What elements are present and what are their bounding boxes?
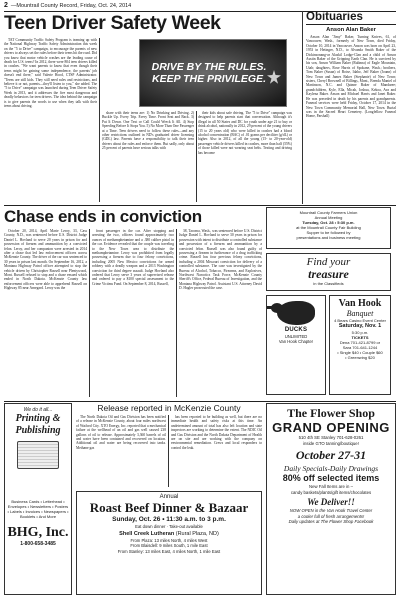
classifieds-small: in the Classifieds [313, 281, 344, 286]
roast-church: Shell Creek Lutheran [119, 531, 175, 538]
flower-shop-ad [266, 403, 396, 595]
release-column-2 [171, 415, 262, 487]
ad-line: at the Mountrail County Fair Building [296, 225, 361, 230]
printing-title: Printing & Publishing [15, 413, 61, 436]
vanhook-phone: Dena 701-421-8799 or [339, 340, 381, 345]
printing-ad [4, 403, 72, 595]
flower-address-2: inside GTO tanning/boutique! [303, 440, 359, 446]
ducks-tag: Van Hook Chapter [278, 339, 314, 344]
flower-new: New Fall Items are in – [309, 484, 353, 489]
teen-driver-column-1 [4, 38, 97, 202]
vanhook-tickets: TICKETS [351, 335, 369, 340]
vanhook-title: Van Hook [338, 298, 382, 309]
flower-now-3: Daily updates at The Flower Shop Facebook [288, 519, 374, 524]
vanhook-date: Saturday, Nov. 1 [338, 323, 382, 329]
flower-now-2: a cooler full of fresh arrangements! [297, 513, 365, 519]
flower-shop-title: The Flower Shop [287, 406, 375, 420]
ad-line: Annual Meeting [314, 215, 343, 220]
roast-directions: From Plaza: 13 miles North, 4 miles West [130, 538, 208, 544]
roast-church-location: (Rural Plaza, ND) [175, 531, 219, 538]
middle-ads [266, 207, 396, 399]
column-rule [302, 11, 303, 204]
roast-title: Roast Beef Dinner & Bazaar [89, 500, 249, 515]
release-text-1: The North Dakota Oil and Gas Division has been notified of a release in McKenzie County, about four miles northwest of Watford City. XTO Energy, Inc. reported that a mechanical failure at the wellhead of an oil and gas well caused 238 gallons of oil to release. Approximately 3,360 barrels of oil and water have been contained and recovered on location. Additional oil and water are being recovered into tanks. Methane gas [76, 415, 166, 450]
column-rule [168, 415, 169, 487]
vanhook-time: 5:30 p.m. [351, 330, 369, 335]
ad-line: Supper to be followed by [306, 230, 351, 235]
vanhook-banquet: Banquet [346, 309, 374, 318]
chase-column-1 [4, 229, 87, 397]
flower-new-2: candy baskets/plants/gift items/chocolates [290, 489, 372, 495]
flower-dates: October 27-31 [295, 448, 367, 462]
flower-address: 510 4th SE Stanley 701-628-0261 [298, 435, 364, 440]
flower-discount: 80% off selected items [282, 473, 380, 483]
roast-eat: Eat down dinner · Take-out available [135, 524, 203, 529]
chase-headline: Chase ends in conviction [4, 207, 202, 226]
bhg-logo: BHG, Inc. [7, 525, 69, 540]
classifieds-ad [266, 253, 391, 291]
section-divider [4, 401, 396, 402]
flower-now: NOW OPEN in the Van Hook Travel Center [289, 508, 373, 513]
chase-story [4, 207, 262, 399]
release-column-1 [76, 415, 166, 487]
teen-driver-text-2: share with their teens are: 1) No Drinking and Driving. 2) Buckle Up. Every Trip. Every Time. Front Seat and Back. 3) Put It Down. One Text or Call Could Wreck It All. 4) Stop Speeding Before It Stops You. 5) No More Than One Passenger at a Time. Teen drivers need to follow these rules—and any other restrictions outlined in ND's graduated driver licensing (GDL) law. Parents have a responsibility to talk their teen drivers about the rules and enforce them. But sadly, only about 25 percent of parents have serious talks with [102, 111, 194, 151]
section-divider [4, 205, 396, 206]
column-rule [89, 229, 90, 397]
obituaries-column [306, 11, 396, 204]
teen-driver-section [4, 11, 396, 204]
star-icon [267, 70, 281, 84]
teen-driver-column-3 [198, 111, 292, 202]
printer-icon [17, 441, 59, 469]
roast-directions: From Blaisdell: 9 miles South, 1 mile East [130, 543, 208, 549]
obituary-text [306, 35, 396, 203]
teen-driver-column-2 [102, 111, 194, 202]
vanhook-price: • Greenwing $20 [345, 355, 375, 360]
badge-text: DRIVE BY THE RULES. KEEP THE PRIVILEGE. [151, 61, 267, 85]
roast-annual: Annual [159, 494, 179, 500]
chase-text-1: October 20, 2014, April Marie Leroy, 33, Cass County, N.D., was sentenced before U.S. District Judge Daniel L. Hovland to serve 20 years in prison for and possession of firearm and ammunition by a convicted felon. Leroy, and her companion were arrested in 2014 after a chase that led law enforcement officers across McKenzie County. The driver of the car was sentenced to 30 years in prison last month. On September 16, 2012, a Montana Highway Patrol officer attempted to stop the vehicle driven by Christopher Russell near Plentywood, Mont. Russell refused to stop and a chase ensued which ended in North Dakota. McKenzie County law enforcement officers were able to apprehend Russell on Highway 85 near Arnegard. Leroy was the [4, 229, 87, 291]
page-number: 2 [4, 2, 8, 9]
printing-phone: 1-800-658-3485 [20, 541, 56, 547]
ad-line: Tuesday, Oct. 28 • 5:30 p.m. [302, 220, 355, 225]
vanhook-price: • Single $40 • Couple $60 [337, 350, 383, 355]
roast-beef-dinner-ad [76, 491, 262, 595]
teen-driver-text-3: their kids about safe driving. The "5 to Drive" campaign was designed to help parents start that conversation. Although it's illegal in all 50 States and DC for youth under age 21 to buy or drink alcohol, nationally in 2012, 29 percent of the young drivers (15 to 20 years old) who were killed in crashes had a blood alcohol concentration (BAC) of .01 grams per deciliter (g/dL) or higher. Also in 2012, of all the young (15- to 20-year-old) passenger vehicle drivers killed in crashes, more than half (55%) of those killed were not wearing seat belts. Texting and driving has become [198, 111, 292, 155]
ad-line: Mountrail County Farmers Union [299, 210, 358, 215]
obituaries-heading: Obituaries [306, 11, 396, 25]
printing-list: Business Cards • Letterhead • Envelopes • Newsletters • Posters • Labels • Invoices • Newspapers • Booklets • And More [7, 499, 69, 519]
classifieds-treasure: treasure [308, 267, 349, 281]
obituary-name: Anson Alan Baker [326, 27, 376, 33]
chase-text-2: front passenger in the car. After stopping and arresting the two, officers found approximately two ounces of methamphetamine and a .380 caliber pistol in the car. Evidence revealed that the couple was traveling to the New Town area to distribute the methamphetamine. Leroy was prohibited from legally possessing a firearm due to four felony convictions, including 2005 New Mexico convictions for armed robbery with a deadly weapon and a 2013 Washington conviction for third degree assault. Judge Hovland also ordered that Leroy serve 3 years of supervised release and ordered to pay a $100 special assessment to the Crime Victims Fund. On September 8, 2014, Russell, [92, 229, 174, 286]
column-rule [196, 111, 197, 202]
vanhook-phone: Sara 701-641-1244 [342, 345, 378, 350]
teen-driver-text-1: TAT Community Traffic Safety Program is teaming up with the National Highway Traffic Safety Administration this week on the "5 to Drive" campaign, to encourage the parents of new drivers to always set the rules before their teens hit the road. Did you know that motor vehicle crashes are the leading cause of death for U.S. teens? In 2012, there were 804 teen drivers killed in crashes. "We want parents to know that even though their teens might be gaining some independence, the parents' job doesn't end there," said Valerie Hood, CTSP Administrator. "Teens are still kids. They still need rules and restrictions, and believe it or not, parents—they'll listen to you," she added. The "5 to Drive" campaign was launched during Teen Driver Safety Week in 2013, and it addresses the five most dangerous and deadly behaviors for teen drivers. The idea behind the campaign is to give parents the words to use when they talk with their teens about driving. [4, 38, 97, 109]
release-headline: Release reported in McKenzie County [97, 403, 241, 413]
ad-line: presentations and business meeting [296, 235, 361, 240]
release-text-2: has been reported to be building as well, but there are no immediate health and safety risks at this time. An undetermined amount of total has also left location and state inspectors are working to determine the extent. The NDIC Oil and Gas Division and the North Dakota Department of Health are on site and are working with the company on environmental remediation. Crews and local responders to control the leak. [171, 415, 262, 450]
roast-directions: From Stanley: 13 miles East, 4 miles North, 1 mile East [117, 548, 221, 554]
van-hook-banquet-ad [329, 295, 391, 395]
chase-text-3: 38, Tacoma, Wash., was sentenced before U.S. District Judge Daniel L. Hovland to serve 30 years in prison for possession with intent to distribute a controlled substance and possession of a firearm and ammunition by a convicted felon. Russell was also found guilty of possessing a firearm in furtherance of a drug trafficking crime. Russell has four previous felony convictions, including a 2004 Missouri conviction for delivery of a controlled substance. The case was investigated by the Bureau of Alcohol, Tobacco, Firearms, and Explosives, Northwest Narcotics Task Force, McKenzie County Sheriff's Office, Federal Bureau of Investigation, and the Montana Highway Patrol. Assistant U.S. Attorney David D. Hagler prosecuted the case. [179, 229, 262, 291]
folio-text: —Mountrail County Record, Friday, Oct. 24, 2014 [10, 3, 132, 9]
column-rule [176, 229, 177, 397]
chase-column-3 [179, 229, 262, 397]
release-story [76, 403, 262, 595]
roast-when: Sunday, Oct. 26 • 11:30 a.m. to 3 p.m. [112, 516, 226, 523]
duck-icon [277, 301, 315, 325]
ducks-unlimited-ad [266, 295, 326, 395]
drive-by-rules-graphic [139, 39, 287, 107]
obituary-body: Anson Alan "Jimy" Baker, Turning Knives, 61, of Vancouver, Wash., formerly of New Town, died Friday, October 10, 2014 in Vancouver. Anson was born on April 23, 1953 in Hetinger, N.D., to Alvanda Smith Baker of the Dickinsonang-ar Alaskil Lodge-Clan and a child of Anson Austin Baker of the Gripping Earth Clan. He is survived by his son, Anson William Baker (Rulinna) of Eagle Mountain, Utah; daughters, Rose Harris of Spokane, Wash.; brothers, Tom Baker (Susan) of Boise, Idaho, Jeff Baker (Joann) of New Town and James Baker (Stephanie) of New Town; sisters, Cheryl Brownell of Billings, Mont., Brenda Mantel of Martinson, N.C. and Quinne Baker of Mandaree; grandchildren, Kyle, Ella, Micah, Joshua, Kekoa, Ava and Kaylena Baker. Anson and Michael Harris and Janet Baker. He was preceded in death by his parents and grandparents. Funeral services were held Friday, October 17, 2014 in the New Town Community Memorial Hall, New Town. Burial was in the Sacred Heart Cemetery. (Longfellow Funeral Home, Parshall) [306, 35, 396, 119]
farmers-union-ad [266, 207, 391, 249]
flower-deliver: We Deliver!! [307, 497, 355, 507]
ducks-brand: DUCKS [284, 327, 308, 333]
printing-tagline: We do it all... [23, 407, 53, 413]
classifieds-script: Find your [306, 256, 351, 268]
chase-column-2 [92, 229, 174, 397]
column-rule [99, 38, 100, 202]
ducks-line: UNLIMITED [284, 334, 308, 339]
teen-driver-headline: Teen Driver Safety Week [4, 12, 221, 34]
flower-daily: Daily Specials-Daily Drawings [283, 464, 379, 473]
vanhook-place: 4 Bears Casino Event Center [334, 318, 386, 323]
grand-opening: GRAND OPENING [272, 420, 390, 435]
